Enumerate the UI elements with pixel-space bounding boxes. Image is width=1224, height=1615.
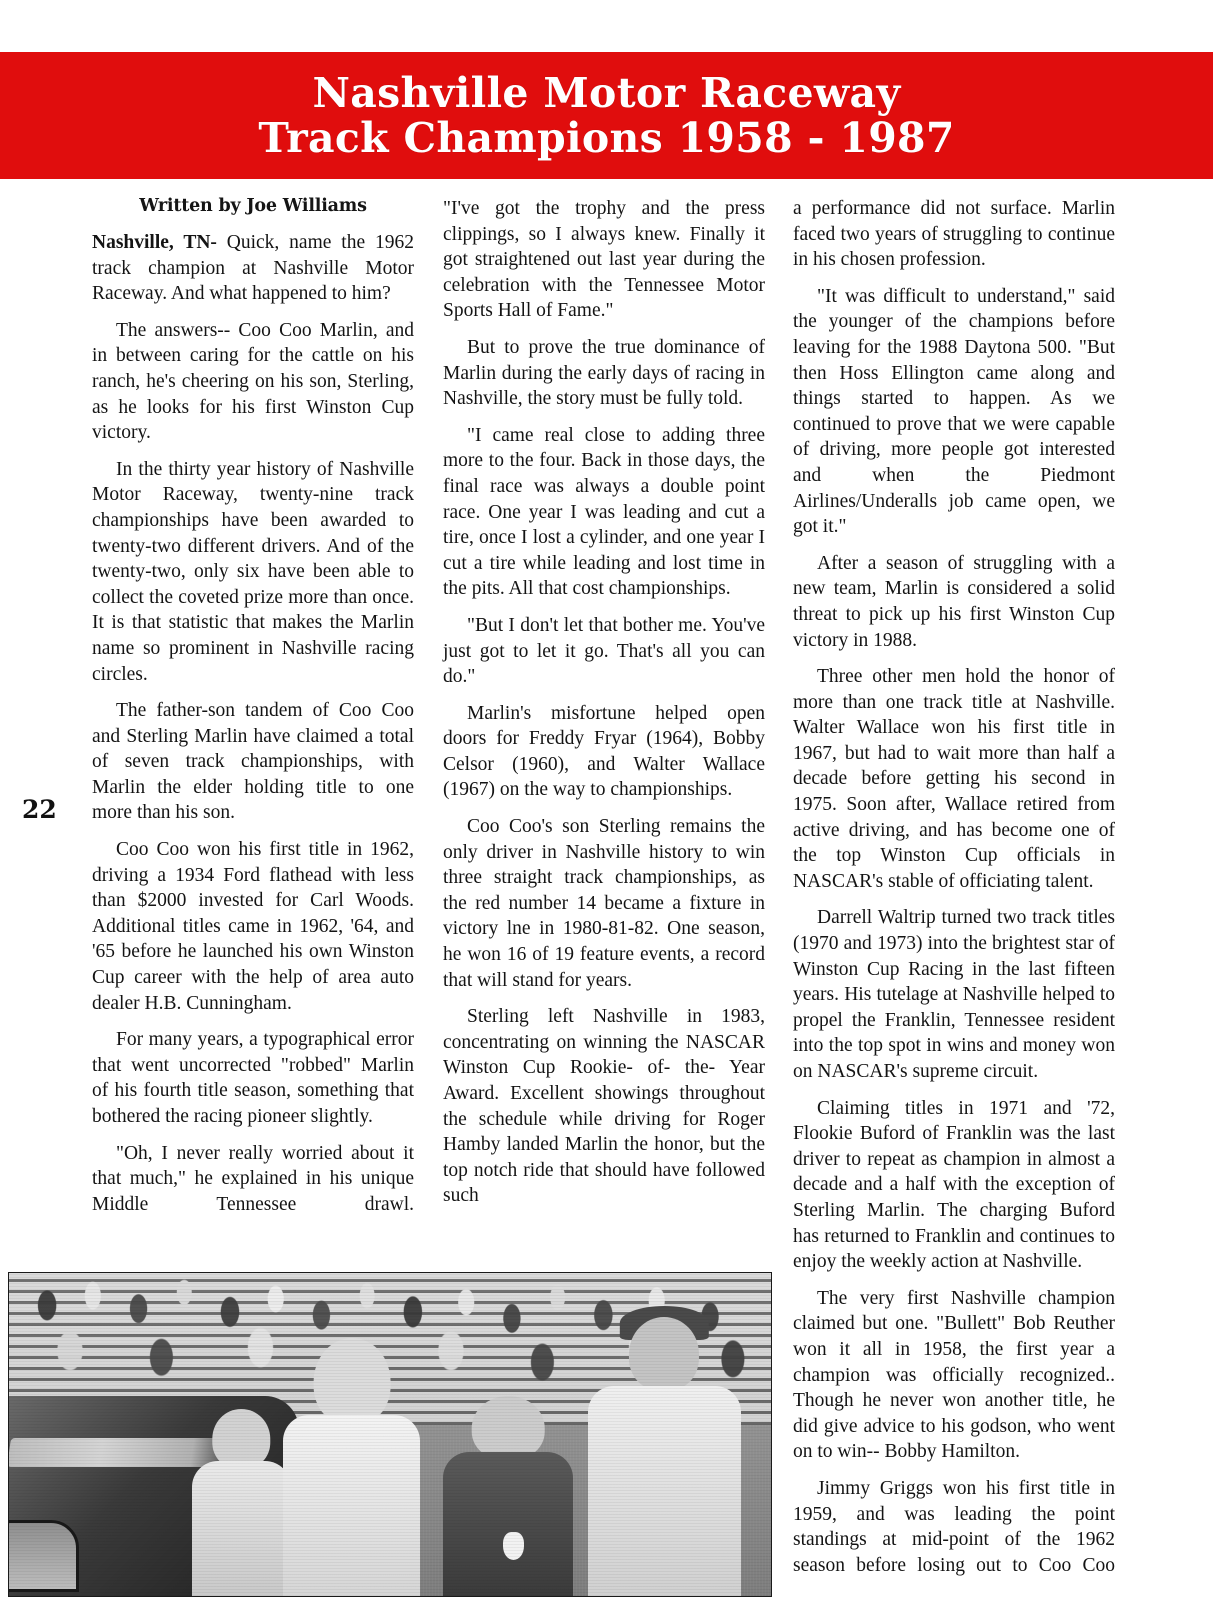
paragraph: "But I don't let that bother me. You've just got to let it go. That's all you can do." xyxy=(443,614,765,688)
article-photo xyxy=(8,1272,772,1597)
paragraph: For many years, a typographical error that went uncorrected "robbed" Marlin of his fourth title season, something that bothered the racing pioneer slightly. xyxy=(92,1029,414,1127)
paragraph-text: Quick, name the 1962 track champion at Nashville Motor Raceway. And what happened to him? xyxy=(92,232,414,305)
article-column-3 xyxy=(793,196,1115,1615)
paragraph: "It was difficult to understand," said the younger of the champions before leaving for the 1988 Daytona 500. "But then Hoss Ellington came along and things started to happen. As we continued to prove that we were capable of driving, more people got interested and when the Piedmont Airlines/Underalls job came open, we got it." xyxy=(793,285,1115,538)
paragraph xyxy=(92,230,414,307)
photo-person-head xyxy=(313,1338,390,1426)
paragraph: Coo Coo won his first title in 1962, driving a 1934 Ford flathead with less than $2000 invested for Carl Woods. Additional titles came in 1962, '64, and '65 before he launched his own Winston Cup career with the help of area auto dealer H.B. Cunningham. xyxy=(92,839,414,1014)
masthead-banner xyxy=(0,52,1213,179)
paragraph: But to prove the true dominance of Marlin during the early days of racing in Nashville, the story must be fully told. xyxy=(443,336,765,410)
photo-person-head xyxy=(213,1409,270,1469)
paragraph: a performance did not surface. Marlin faced two years of struggling to continue in his chosen profession. xyxy=(793,198,1115,271)
banner-title-line-1: Nashville Motor Raceway xyxy=(312,69,901,118)
photo-person-badge xyxy=(503,1532,524,1560)
photo-person xyxy=(192,1409,291,1596)
paragraph: Three other men hold the honor of more than one track title at Nashville. Walter Wallace won his first title in 1967, but had to wait more than half a decade before getting his second in 1975. Soon after, Wallace retired from active driving, and has become one of the top Winston Cup officials in NASCAR's stable of officiating talent. xyxy=(793,666,1115,892)
photo-person-body xyxy=(192,1461,291,1596)
paragraph: The very first Nashville champion claimed but one. "Bullett" Bob Reuther won it all in 1958, the first year a champion was officially recognized.. Though he never won another title, he did give advice to his godson, who went on to win-- Bobby Hamilton. xyxy=(793,1287,1115,1463)
paragraph: Darrell Waltrip turned two track titles (1970 and 1973) into the brightest star of Winston Cup Racing in the last fifteen years. His tutelage at Nashville helped to propel the Franklin, Tennessee resident into the top spot in wins and money won on NASCAR's supreme circuit. xyxy=(793,907,1115,1082)
photo-person xyxy=(283,1338,420,1596)
paragraph: Jimmy Griggs won his first title in 1959, and was leading the point standings at mid-point of the 1962 season before losing out to Coo Coo xyxy=(793,1477,1115,1576)
paragraph: "I've got the trophy and the press clippings, so I always knew. Finally it got straightened out last year during the celebration with the Tennessee Motor Sports Hall of Fame." xyxy=(443,198,765,322)
photo-car-window xyxy=(8,1520,79,1592)
paragraph: "Oh, I never really worried about it that much," he explained in his unique Middle Tennessee drawl. xyxy=(92,1142,414,1215)
paragraph: Claiming titles in 1971 and '72, Flookie Buford of Franklin was the last driver to repeat as champion in almost a decade and a half with the exception of Sterling Marlin. The charging Buford has returned to Franklin and continues to enjoy the weekly action at Nashville. xyxy=(793,1097,1115,1273)
dateline: Nashville, TN- xyxy=(92,232,217,253)
paragraph: In the thirty year history of Nashville Motor Raceway, twenty-nine track championships have been awarded to twenty-two different drivers. And of the twenty-two, only six have been able to collect the coveted prize more than once. It is that statistic that makes the Marlin name so prominent in Nashville racing circles. xyxy=(92,458,414,685)
photo-person xyxy=(443,1396,573,1596)
photo-image xyxy=(9,1273,771,1596)
paragraph: The father-son tandem of Coo Coo and Sterling Marlin have claimed a total of seven track championships, with Marlin the elder holding title to one more than his son. xyxy=(92,700,414,824)
photo-person-head xyxy=(472,1396,545,1460)
article-column-2 xyxy=(443,196,765,1246)
photo-person xyxy=(588,1312,740,1596)
banner-title-line-2: Track Champions 1958 - 1987 xyxy=(258,113,955,162)
paragraph: After a season of struggling with a new team, Marlin is considered a solid threat to pick up his first Winston Cup victory in 1988. xyxy=(793,552,1115,651)
photo-person-body xyxy=(443,1452,573,1596)
paragraph: Coo Coo's son Sterling remains the only driver in Nashville history to win three straight track championships, as the red number 14 became a fixture in victory lne in 1980-81-82. One season, he won 16 of 19 feature events, a record that will stand for years. xyxy=(443,816,765,991)
photo-person-head xyxy=(629,1317,699,1391)
article-column-1 xyxy=(92,196,414,1254)
byline: Written by Joe Williams xyxy=(139,196,367,216)
paragraph: Sterling left Nashville in 1983, concentrating on winning the NASCAR Winston Cup Rookie- of- the- Year Award. Excellent showings throughout the schedule while driving for Roger Hamby landed Marlin the honor, but the top notch ride that should have followed such xyxy=(443,1006,765,1207)
photo-person-body xyxy=(283,1415,420,1596)
photo-person-body xyxy=(588,1386,740,1596)
paragraph: "I came real close to adding three more to the four. Back in those days, the final race was always a double point race. One year I was leading and cut a tire, once I lost a cylinder, and one year I cut a tire while leading and lost time in the pits. All that cost championships. xyxy=(443,424,765,600)
paragraph: Marlin's misfortune helped open doors for Freddy Fryar (1964), Bobby Celsor (1960), and Walter Wallace (1967) on the way to championships. xyxy=(443,702,765,801)
paragraph: The answers-- Coo Coo Marlin, and in between caring for the cattle on his ranch, he's cheering on his son, Sterling, as he looks for his first Winston Cup victory. xyxy=(92,319,414,444)
page-number: 22 xyxy=(22,795,57,824)
